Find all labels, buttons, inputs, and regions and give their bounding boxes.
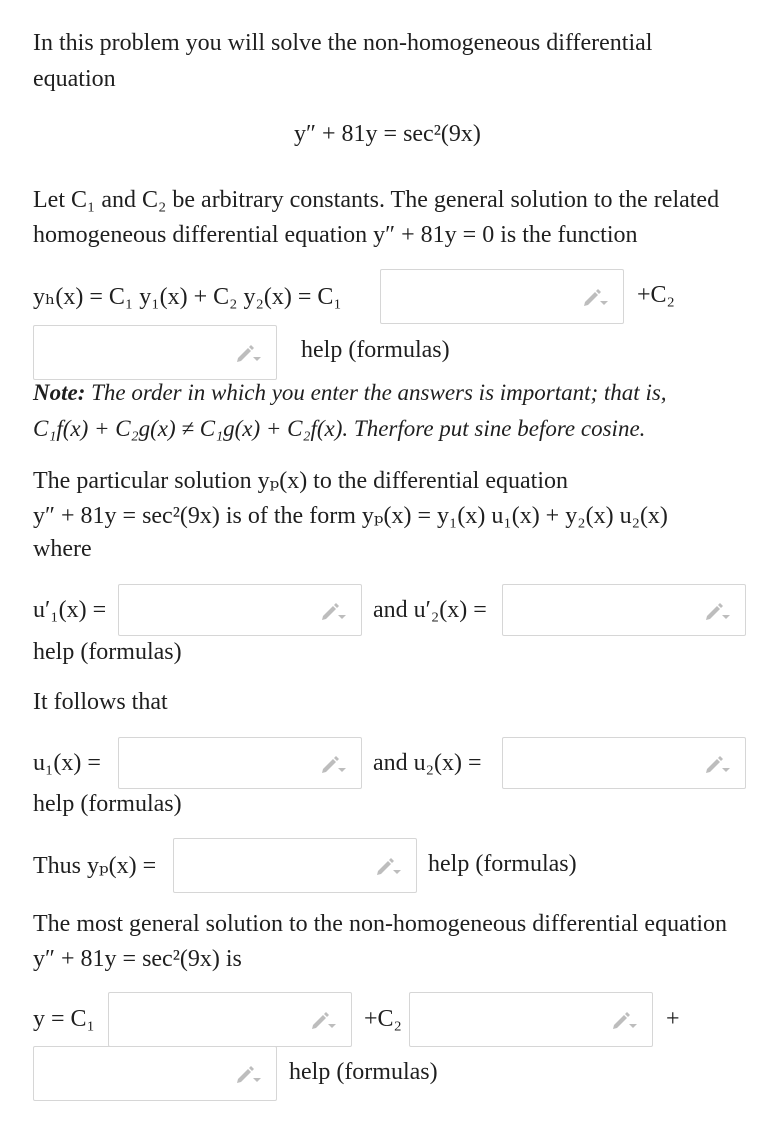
help-formulas-link[interactable]: help (formulas) xyxy=(428,851,577,877)
general-y-label: y = C₁ xyxy=(33,1006,95,1032)
pencil-icon[interactable] xyxy=(610,1010,638,1030)
pencil-icon[interactable] xyxy=(309,1010,337,1030)
general-c2-answer-input[interactable] xyxy=(409,992,653,1047)
u2-label: and u₂(x) = xyxy=(373,750,482,776)
note-bold: Note: xyxy=(33,380,86,405)
follows-text: It follows that xyxy=(33,689,168,715)
intro-line-1: In this problem you will solve the non-homogeneous differential xyxy=(33,30,653,56)
thus-yp-label: Thus yₚ(x) = xyxy=(33,853,157,879)
help-formulas-link[interactable]: help (formulas) xyxy=(33,639,182,665)
particular-line-2: y″ + 81y = sec²(9x) is of the form yₚ(x) = y₁(x) u₁(x) + y₂(x) u₂(x) xyxy=(33,503,668,529)
particular-line-1: The particular solution yₚ(x) to the differential equation xyxy=(33,468,568,494)
pencil-icon[interactable] xyxy=(319,601,347,621)
particular-line-3: where xyxy=(33,536,92,562)
help-formulas-link[interactable]: help (formulas) xyxy=(33,791,182,817)
pencil-icon[interactable] xyxy=(374,856,402,876)
intro-line-2: equation xyxy=(33,66,116,92)
general-plus-label: + xyxy=(666,1006,680,1032)
u1prime-answer-input[interactable] xyxy=(118,584,362,636)
y1-answer-input[interactable] xyxy=(380,269,624,324)
homogeneous-line-1: Let C₁ and C₂ be arbitrary constants. The general solution to the related xyxy=(33,187,720,213)
help-formulas-link[interactable]: help (formulas) xyxy=(289,1059,438,1085)
plus-c2-label: +C₂ xyxy=(637,282,675,308)
u2-answer-input[interactable] xyxy=(502,737,746,789)
y2-answer-input[interactable] xyxy=(33,325,277,380)
general-line-1: The most general solution to the non-homogeneous differential equation xyxy=(33,911,728,937)
yh-label: yₕ(x) = C₁ y₁(x) + C₂ y₂(x) = C₁ xyxy=(33,284,342,310)
note-line-1 xyxy=(33,380,667,406)
general-plus-c2-label: +C₂ xyxy=(364,1006,402,1032)
note-line-2: C₁f(x) + C₂g(x) ≠ C₁g(x) + C₂f(x). Therfore put sine before cosine. xyxy=(33,416,646,441)
general-c1-answer-input[interactable] xyxy=(108,992,352,1047)
pencil-icon[interactable] xyxy=(703,754,731,774)
homogeneous-line-2: homogeneous differential equation y″ + 81y = 0 is the function xyxy=(33,222,638,248)
pencil-icon[interactable] xyxy=(234,1064,262,1084)
pencil-icon[interactable] xyxy=(703,601,731,621)
u1prime-label: u′₁(x) = xyxy=(33,597,107,623)
main-equation: y″ + 81y = sec²(9x) xyxy=(294,121,481,147)
general-particular-answer-input[interactable] xyxy=(33,1046,277,1101)
general-line-2: y″ + 81y = sec²(9x) is xyxy=(33,946,242,972)
u2prime-answer-input[interactable] xyxy=(502,584,746,636)
u1-answer-input[interactable] xyxy=(118,737,362,789)
pencil-icon[interactable] xyxy=(234,343,262,363)
yp-answer-input[interactable] xyxy=(173,838,417,893)
help-formulas-link[interactable]: help (formulas) xyxy=(301,337,450,363)
pencil-icon[interactable] xyxy=(581,287,609,307)
pencil-icon[interactable] xyxy=(319,754,347,774)
u1-label: u₁(x) = xyxy=(33,750,101,776)
u2prime-label: and u′₂(x) = xyxy=(373,597,487,623)
note-text: The order in which you enter the answers is important; that is, xyxy=(85,380,667,405)
